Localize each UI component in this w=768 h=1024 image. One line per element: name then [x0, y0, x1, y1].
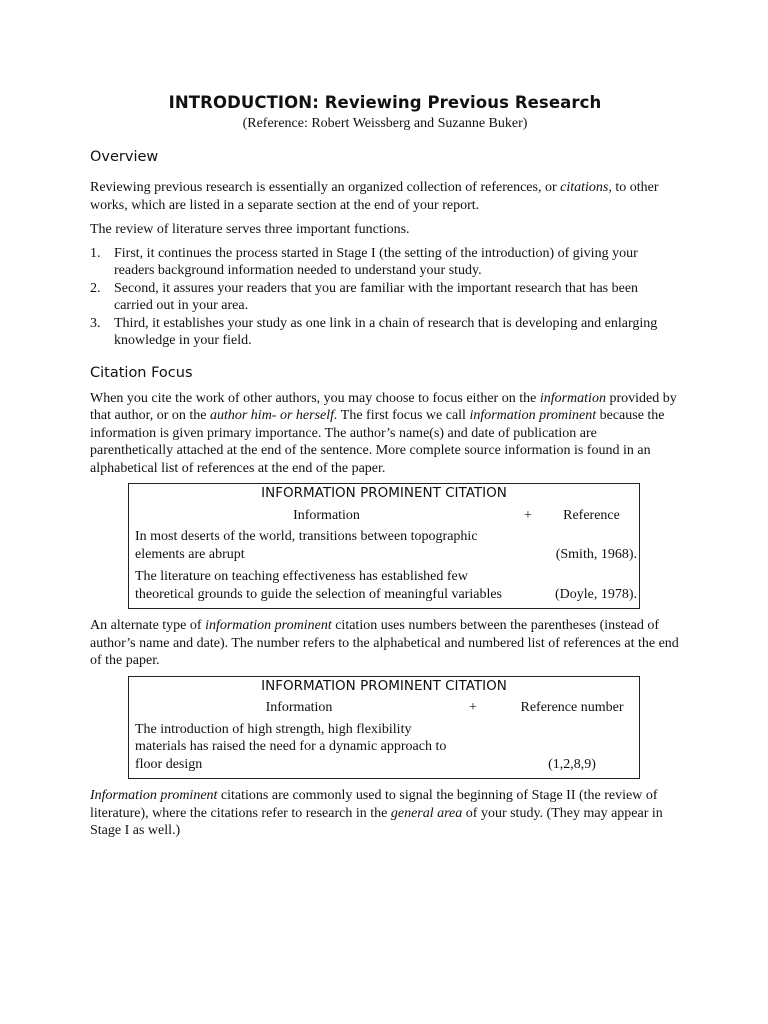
table-row	[129, 568, 640, 609]
overview-paragraph-2: The review of literature serves three important functions.	[90, 222, 410, 237]
citation-table-1	[128, 483, 640, 609]
citation-focus-paragraph-2: An alternate type of information prominent citation uses numbers between the parentheses (instead of author’s name and date). The number refers to the alphabetical and numbered list of references at the end of the paper.	[90, 618, 679, 668]
column-header-reference-number: Reference number	[520, 700, 624, 715]
citation-focus-paragraph-1: When you cite the work of other authors, you may choose to focus either on the information provided by that author, or on the author him- or herself. The first focus we call information prominent because the information is given primary importance. The author’s name(s) and date of publication are parenthetically attached at the end of the sentence. More complete source information is found in an alphabetical list of references at the end of the paper.	[90, 390, 677, 476]
table-cell-information: In most deserts of the world, transitions between topographic elements are abrupt	[135, 529, 478, 562]
table-cell-information: The introduction of high strength, high flexibility materials has raised the need for a dynamic approach to floor design	[135, 721, 447, 772]
column-header-reference: Reference	[563, 507, 620, 523]
page-subtitle: (Reference: Robert Weissberg and Suzanne Buker)	[242, 116, 528, 131]
document-page	[90, 92, 680, 840]
overview-paragraph-1: Reviewing previous research is essentially an organized collection of references, or citations, to other works, which are listed in a separate section at the end of your report.	[90, 180, 659, 213]
overview-heading: Overview	[90, 149, 159, 165]
table-caption: INFORMATION PROMINENT CITATION	[261, 485, 507, 501]
table-cell-information: The literature on teaching effectiveness has established few theoretical grounds to guide the selection of meaningful variables	[135, 569, 502, 602]
table-cell-reference: (Doyle, 1978).	[554, 586, 637, 602]
list-item: 1. First, it continues the process started in Stage I (the setting of the introduction) of giving your readers background information needed to understand your study.	[90, 245, 638, 278]
column-header-plus: +	[469, 700, 477, 715]
list-item: 2. Second, it assures your readers that you are familiar with the important research that has been carried out in your area.	[90, 280, 639, 313]
list-item: 3. Third, it establishes your study as one link in a chain of research that is developing and enlarging knowledge in your field.	[90, 315, 658, 348]
table-row	[129, 721, 640, 779]
citation-focus-heading: Citation Focus	[90, 364, 193, 381]
column-header-information: Information	[265, 700, 333, 715]
table-cell-reference: (Smith, 1968).	[555, 546, 637, 562]
table-cell-reference-number: (1,2,8,9)	[548, 756, 596, 772]
column-header-plus: +	[524, 507, 532, 523]
functions-list	[90, 245, 680, 350]
table-row	[129, 528, 640, 568]
citation-table-2	[128, 676, 640, 780]
table-caption: INFORMATION PROMINENT CITATION	[261, 677, 507, 694]
page-title: INTRODUCTION: Reviewing Previous Research	[168, 93, 602, 112]
citation-focus-paragraph-3: Information prominent citations are commonly used to signal the beginning of Stage II (the review of literature), where the citations refer to research in the general area of your study. (They may appear in Stage I as well.)	[90, 788, 663, 838]
column-header-information: Information	[293, 507, 360, 523]
